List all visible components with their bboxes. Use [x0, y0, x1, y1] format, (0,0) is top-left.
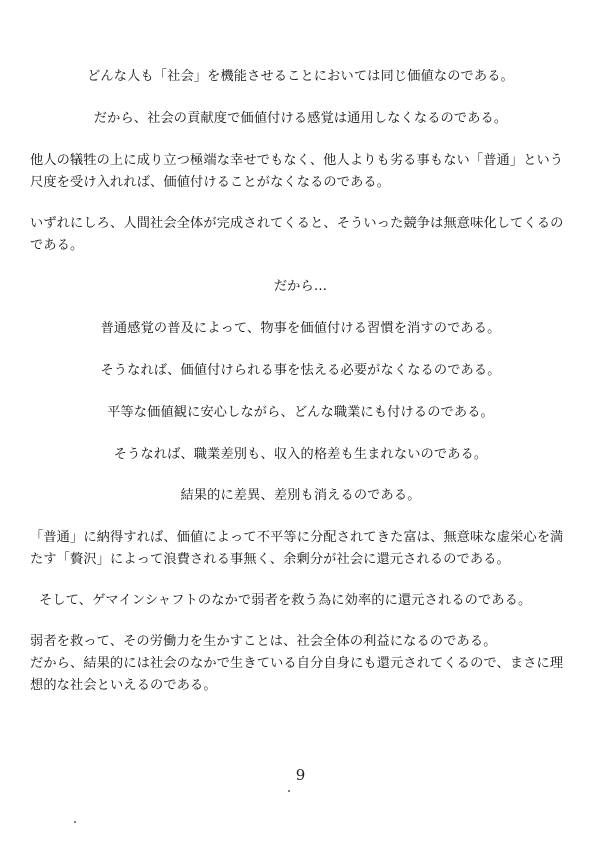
text-line: 弱者を救って、その労働力を生かすことは、社会全体の利益になるのである。 [30, 634, 497, 649]
page-number: 9 [295, 766, 306, 784]
scan-speck [288, 790, 290, 792]
text-line: どんな人も「社会」を機能させることにおいては同じ価値なのである。 [87, 69, 514, 84]
text-line: 尺度を受け入れれば、価値付けることがなくなるのである。 [30, 175, 391, 190]
text-line: 結果的に差異、差別も消えるのである。 [180, 488, 421, 503]
text-line: だから… [273, 279, 328, 294]
text-line: 普通感覚の普及によって、物事を価値付ける習慣を消すのである。 [100, 321, 501, 336]
text-line: だから、結果的には社会のなかで生きている自分自身にも還元されてくるので、まさに理 [30, 656, 564, 671]
text-line: そうなれば、職業差別も、収入的格差も生まれないのである。 [113, 447, 488, 462]
text-line: 他人の犠牲の上に成り立つ極端な幸せでもなく、他人よりも劣る事もない「普通」という [30, 153, 564, 168]
text-line: 想的な社会といえるのである。 [30, 678, 217, 693]
text-line: だから、社会の貢献度で価値付ける感覚は通用しなくなるのである。 [93, 111, 508, 126]
text-line: 「普通」に納得すれば、価値によって不平等に分配されてきた富は、無意味な虚栄心を満 [30, 530, 564, 545]
text-line: である。 [30, 238, 84, 253]
text-line: そして、ゲマインシャフトのなかで弱者を救う為に効率的に還元されるのである。 [39, 593, 532, 608]
text-line: いずれにしろ、人間社会全体が完成されてくると、そういった競争は無意味化してくるの [30, 216, 564, 231]
text-line: そうなれば、価値付けられる事を怯える必要がなくなるのである。 [100, 363, 501, 378]
scan-speck [74, 821, 76, 823]
text-line: 平等な価値観に安心しながら、どんな職業にも付けるのである。 [107, 405, 494, 420]
text-line: たす「贅沢」によって浪費される事無く、余剰分が社会に還元されるのである。 [30, 552, 510, 567]
